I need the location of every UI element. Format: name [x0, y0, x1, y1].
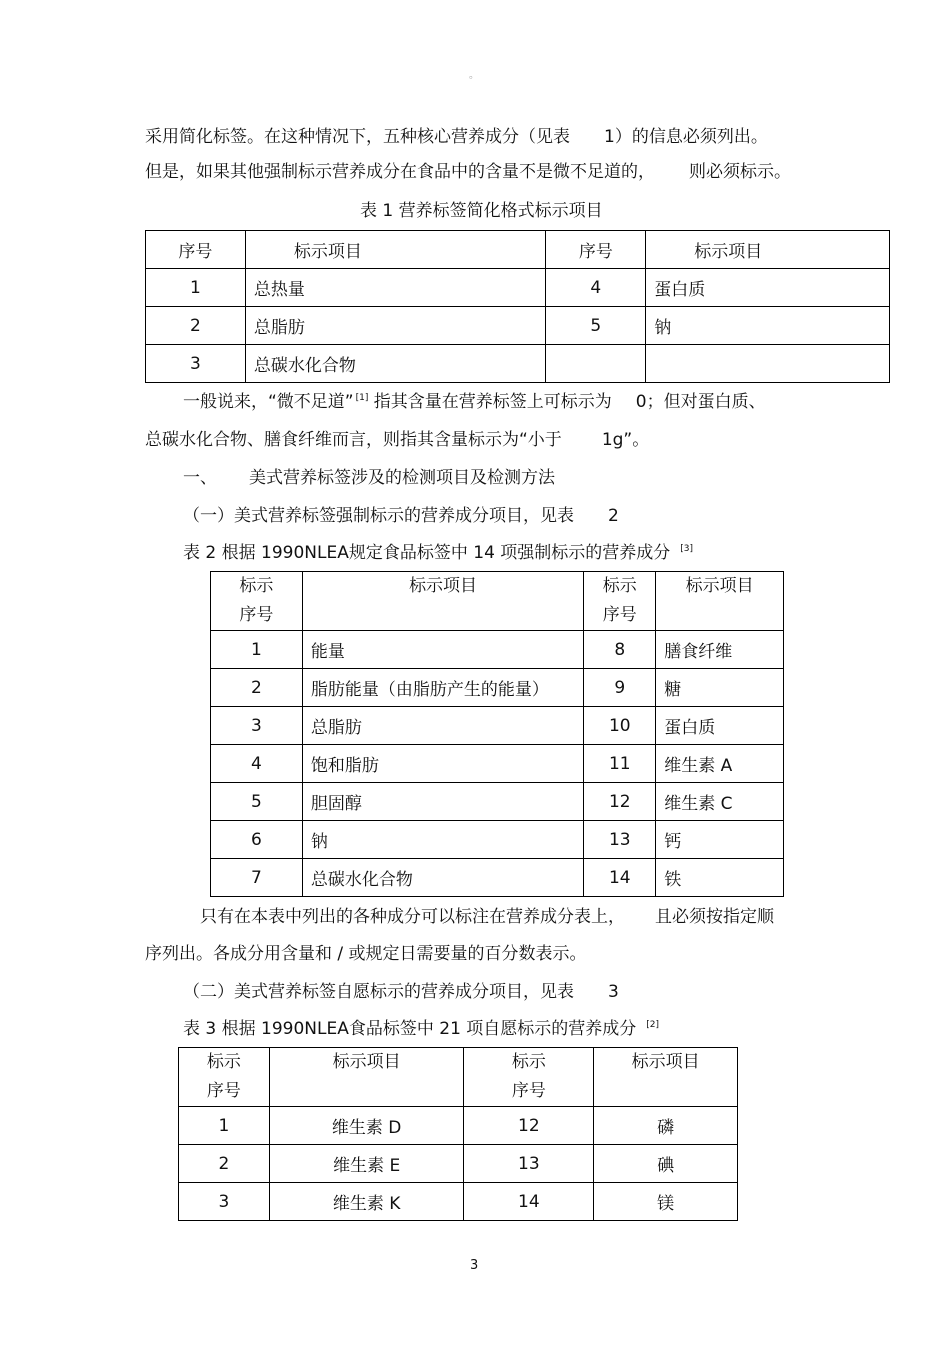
subsection-1 — [183, 505, 619, 527]
subsection-1-ref: 2 — [608, 506, 619, 526]
table-cell: 脂肪能量（由脂肪产生的能量） — [302, 669, 583, 707]
table-cell: 2 — [146, 307, 246, 345]
table-row — [211, 669, 784, 707]
table-cell: 维生素 E — [269, 1145, 464, 1183]
table-2-header-cell: 标示项目 — [656, 572, 784, 631]
section-title: 美式营养标签涉及的检测项目及检测方法 — [249, 468, 555, 488]
table-cell: 胆固醇 — [302, 783, 583, 821]
table-cell: 维生素 K — [269, 1183, 464, 1221]
table-cell: 钙 — [656, 821, 784, 859]
table-row — [179, 1183, 738, 1221]
table-cell: 膳食纤维 — [656, 631, 784, 669]
table-1-header-cell: 序号 — [546, 231, 646, 269]
table2-caption — [183, 542, 693, 567]
subsection-2-ref: 3 — [608, 982, 619, 1002]
table-1-header-cell: 标示项目 — [646, 231, 890, 269]
table-cell: 8 — [584, 631, 656, 669]
table-cell: 饱和脂肪 — [302, 745, 583, 783]
table-row — [211, 745, 784, 783]
table-row — [211, 821, 784, 859]
table-cell: 镁 — [594, 1183, 738, 1221]
paragraph-5-text: 只有在本表中列出的各种成分可以标注在营养成分表上， — [200, 907, 625, 927]
table-cell: 3 — [211, 707, 303, 745]
table-2-header-cell: 标示项目 — [302, 572, 583, 631]
header-line: 标示 — [206, 1052, 241, 1072]
table-cell: 11 — [584, 745, 656, 783]
table-cell: 14 — [464, 1183, 594, 1221]
paragraph-1 — [145, 126, 768, 148]
table-cell: 12 — [464, 1107, 594, 1145]
table-3-header-cell — [464, 1048, 594, 1107]
table-cell: 14 — [584, 859, 656, 897]
table-row — [211, 707, 784, 745]
table-row — [211, 859, 784, 897]
table-row — [179, 1145, 738, 1183]
table-1-header-row — [146, 231, 890, 269]
table-cell: 3 — [179, 1183, 270, 1221]
table-cell: 3 — [146, 345, 246, 383]
table-2-header-cell — [211, 572, 303, 631]
table-2 — [210, 571, 784, 897]
paragraph-3-value: 0；但对蛋白质、 — [635, 392, 766, 412]
table-cell: 13 — [464, 1145, 594, 1183]
table-cell: 13 — [584, 821, 656, 859]
table-cell: 9 — [584, 669, 656, 707]
table-cell: 磷 — [594, 1107, 738, 1145]
subsection-2 — [183, 981, 619, 1003]
table-cell: 1 — [211, 631, 303, 669]
subsection-1-text: （一）美式营养标签强制标示的营养成分项目，见表 — [183, 506, 574, 526]
table-cell: 总碳水化合物 — [245, 345, 546, 383]
table-1 — [145, 230, 890, 383]
table-cell — [646, 345, 890, 383]
page-number: 3 — [470, 1258, 479, 1273]
table-row — [146, 307, 890, 345]
table-2-header-cell — [584, 572, 656, 631]
table-cell: 碘 — [594, 1145, 738, 1183]
paragraph-1-ref: 1）的信息必须列出。 — [604, 127, 768, 147]
footnote-ref: [3] — [680, 544, 694, 554]
table-cell: 4 — [546, 269, 646, 307]
table-cell: 1 — [179, 1107, 270, 1145]
paragraph-1-text: 采用简化标签。在这种情况下，五种核心营养成分（见表 — [145, 127, 570, 147]
table-cell: 1 — [146, 269, 246, 307]
paragraph-4-value: 1g”。 — [601, 430, 650, 450]
table-3 — [178, 1047, 738, 1221]
table-2-header-row — [211, 572, 784, 631]
table-cell: 5 — [211, 783, 303, 821]
table-cell: 总脂肪 — [245, 307, 546, 345]
header-line: 序号 — [206, 1081, 241, 1101]
table-cell: 2 — [211, 669, 303, 707]
table-cell: 维生素 C — [656, 783, 784, 821]
table-cell: 4 — [211, 745, 303, 783]
footnote-ref: [1] — [355, 393, 369, 403]
paragraph-3-text: 一般说来，“微不足道” — [183, 392, 354, 412]
table-cell: 糖 — [656, 669, 784, 707]
section-number: 一、 — [183, 468, 217, 488]
paragraph-3 — [183, 391, 766, 416]
paragraph-2-text: 但是，如果其他强制标示营养成分在食品中的含量不是微不足道的， — [145, 162, 655, 182]
table-row — [146, 269, 890, 307]
table-cell: 总碳水化合物 — [302, 859, 583, 897]
table-row — [179, 1107, 738, 1145]
header-dot: 。 — [469, 70, 479, 81]
table-row — [146, 345, 890, 383]
table-cell: 钠 — [646, 307, 890, 345]
table1-caption: 表 1 营养标签简化格式标示项目 — [360, 201, 603, 221]
paragraph-5 — [200, 906, 774, 928]
header-line: 标示 — [602, 576, 637, 596]
paragraph-2-end: 则必须标示。 — [689, 162, 791, 182]
header-line: 标示 — [239, 576, 274, 596]
table-cell: 维生素 A — [656, 745, 784, 783]
table-3-header-cell — [179, 1048, 270, 1107]
table-1-header-cell: 序号 — [146, 231, 246, 269]
table-cell: 6 — [211, 821, 303, 859]
table-cell: 蛋白质 — [656, 707, 784, 745]
paragraph-5-end: 且必须按指定顺 — [655, 907, 774, 927]
subsection-2-text: （二）美式营养标签自愿标示的营养成分项目，见表 — [183, 982, 574, 1002]
table-3-header-cell: 标示项目 — [269, 1048, 464, 1107]
table-cell: 总热量 — [245, 269, 546, 307]
table3-caption-text: 表 3 根据 1990NLEA食品标签中 21 项自愿标示的营养成分 — [183, 1019, 637, 1039]
table-3-header-cell: 标示项目 — [594, 1048, 738, 1107]
paragraph-6: 序列出。各成分用含量和 / 或规定日需要量的百分数表示。 — [145, 944, 587, 964]
table-cell: 蛋白质 — [646, 269, 890, 307]
table-row — [211, 783, 784, 821]
footnote-ref: [2] — [646, 1020, 660, 1030]
table-cell: 7 — [211, 859, 303, 897]
table-cell: 钠 — [302, 821, 583, 859]
table-3-header-row — [179, 1048, 738, 1107]
table-1-header-cell: 标示项目 — [245, 231, 546, 269]
table3-caption — [183, 1018, 659, 1043]
table-cell — [546, 345, 646, 383]
table-cell: 维生素 D — [269, 1107, 464, 1145]
table2-caption-text: 表 2 根据 1990NLEA规定食品标签中 14 项强制标示的营养成分 — [183, 543, 671, 563]
paragraph-4 — [145, 429, 649, 451]
table-cell: 能量 — [302, 631, 583, 669]
table-cell: 铁 — [656, 859, 784, 897]
table-cell: 12 — [584, 783, 656, 821]
table-cell: 总脂肪 — [302, 707, 583, 745]
header-line: 序号 — [602, 605, 637, 625]
paragraph-2 — [145, 161, 791, 183]
table-row — [211, 631, 784, 669]
table-cell: 5 — [546, 307, 646, 345]
header-line: 序号 — [239, 605, 274, 625]
header-line: 标示 — [511, 1052, 546, 1072]
paragraph-4-text: 总碳水化合物、膳食纤维而言，则指其含量标示为“小于 — [145, 430, 562, 450]
table-cell: 2 — [179, 1145, 270, 1183]
table-cell: 10 — [584, 707, 656, 745]
header-line: 序号 — [511, 1081, 546, 1101]
paragraph-3-rest: 指其含量在营养标签上可标示为 — [373, 392, 612, 412]
section-heading — [183, 467, 555, 489]
